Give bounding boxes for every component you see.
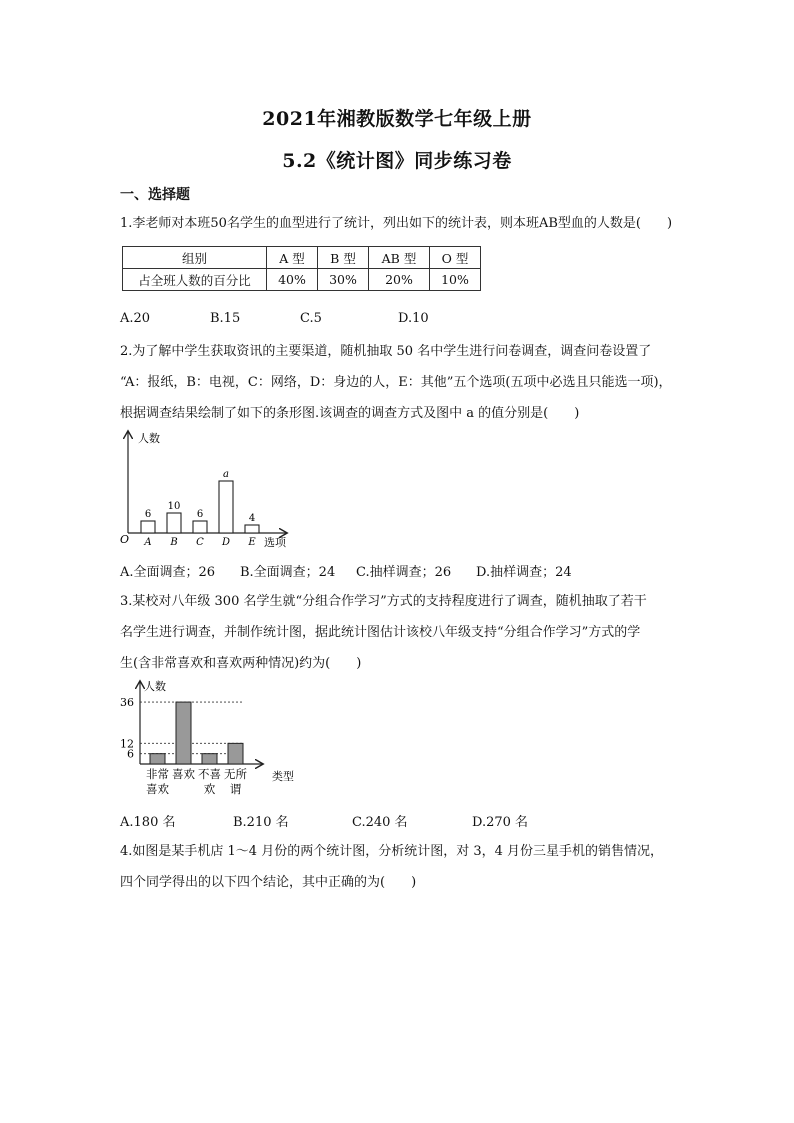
- table-row: [123, 247, 481, 269]
- table-cell: 占全班人数的百分比: [123, 269, 267, 291]
- section-heading: 一、选择题: [120, 187, 190, 203]
- q2-category-label: A: [144, 537, 152, 548]
- q2-origin-label: O: [120, 533, 130, 546]
- q2-option-c[interactable]: C.抽样调查；26: [356, 565, 452, 580]
- q2-bar-value-label: 10: [167, 501, 181, 512]
- q3-category-label: 非常: [146, 767, 169, 781]
- q2-bar-value-label: 6: [144, 509, 152, 520]
- table-cell: 10%: [430, 269, 481, 291]
- q2-bar-value-label: 6: [196, 509, 204, 520]
- q3-category-label: 喜欢: [172, 767, 195, 781]
- q3-y-label: 人数: [144, 680, 166, 693]
- q2-option-d[interactable]: D.抽样调查；24: [476, 565, 572, 580]
- q2-bar: [141, 521, 155, 533]
- q1-option-b[interactable]: B.15: [210, 311, 241, 326]
- q3-line-2: 名学生进行调查，并制作统计图，据此统计图估计该校八年级支持“分组合作学习”方式的学: [120, 625, 641, 640]
- q2-line-2: “A：报纸，B：电视，C：网络，D：身边的人，E：其他”五个选项(五项中必选且只能选一项)，: [120, 375, 672, 390]
- q3-bar-chart: [116, 676, 302, 802]
- q2-category-label: B: [170, 537, 178, 548]
- q3-y-tick-label: 6: [127, 747, 134, 761]
- q3-line-1: 3.某校对八年级 300 名学生就“分组合作学习”方式的支持程度进行了调查，随机抽取了若干: [120, 594, 647, 609]
- page-title: 2021年湘教版数学七年级上册: [262, 108, 532, 130]
- q3-option-d[interactable]: D.270 名: [472, 815, 529, 830]
- q2-category-label: D: [221, 537, 231, 548]
- q2-option-b[interactable]: B.全面调查；24: [240, 565, 336, 580]
- table-cell: 30%: [318, 269, 369, 291]
- q3-bar: [176, 702, 191, 764]
- q3-category-label: 欢: [203, 782, 216, 796]
- q3-y-tick-label: 12: [120, 737, 134, 751]
- q1-table: [122, 246, 481, 291]
- q1-option-d[interactable]: D.10: [398, 311, 429, 326]
- q1-option-c[interactable]: C.5: [300, 311, 322, 326]
- table-header-cell: B 型: [318, 247, 369, 269]
- table-header-cell: AB 型: [369, 247, 430, 269]
- q3-option-a[interactable]: A.180 名: [120, 815, 176, 830]
- q3-category-label: 不喜: [198, 767, 221, 781]
- q3-y-tick-label: 36: [120, 696, 134, 710]
- q2-options: [120, 561, 720, 579]
- table-cell: 20%: [369, 269, 430, 291]
- q3-option-b[interactable]: B.210 名: [233, 815, 289, 830]
- q2-bar-value-label: a: [223, 469, 229, 480]
- q2-line-3: 根据调查结果绘制了如下的条形图.该调查的调查方式及图中 a 的值分别是( ): [120, 406, 580, 421]
- q2-category-label: E: [248, 537, 256, 548]
- q2-bar: [219, 481, 233, 533]
- q3-option-c[interactable]: C.240 名: [352, 815, 408, 830]
- q4-line-1: 4.如图是某手机店 1～4 月份的两个统计图，分析统计图，对 3，4 月份三星手机的销售情况，: [120, 844, 664, 859]
- q2-bar: [193, 521, 207, 533]
- q3-bar: [202, 754, 217, 764]
- q3-bar: [150, 754, 165, 764]
- q2-bars: [141, 469, 259, 548]
- q2-bar: [167, 513, 181, 533]
- q3-line-3: 生(含非常喜欢和喜欢两种情况)约为( ): [120, 656, 362, 671]
- table-cell: 40%: [267, 269, 318, 291]
- q1-text: 1.李老师对本班50名学生的血型进行了统计，列出如下的统计表，则本班AB型血的人数是( ): [120, 216, 673, 231]
- q3-options: [120, 811, 720, 829]
- page-subtitle: 5.2《统计图》同步练习卷: [282, 150, 512, 172]
- q3-x-label: 类型: [272, 770, 294, 783]
- q2-x-label: 选项: [264, 536, 286, 549]
- q2-option-a[interactable]: A.全面调查；26: [120, 565, 216, 580]
- q1-option-a[interactable]: A.20: [120, 311, 151, 326]
- q2-y-label: 人数: [138, 432, 160, 445]
- q2-bar-value-label: 4: [248, 513, 256, 524]
- table-header-cell: 组别: [123, 247, 267, 269]
- q4-line-2: 四个同学得出的以下四个结论，其中正确的为( ): [120, 875, 417, 890]
- table-row: [123, 269, 481, 291]
- q3-category-label: 喜欢: [146, 782, 169, 796]
- q1-options: [120, 311, 720, 329]
- q2-bar-chart: [116, 426, 296, 552]
- table-header-cell: O 型: [430, 247, 481, 269]
- q3-bars: [146, 702, 247, 796]
- q3-category-label: 谓: [229, 782, 242, 796]
- table-header-cell: A 型: [267, 247, 318, 269]
- q2-bar: [245, 525, 259, 533]
- q2-line-1: 2.为了解中学生获取资讯的主要渠道，随机抽取 50 名中学生进行问卷调查，调查问卷设置了: [120, 344, 652, 359]
- q3-bar: [228, 743, 243, 764]
- q2-category-label: C: [196, 537, 204, 548]
- q3-category-label: 无所: [224, 767, 247, 781]
